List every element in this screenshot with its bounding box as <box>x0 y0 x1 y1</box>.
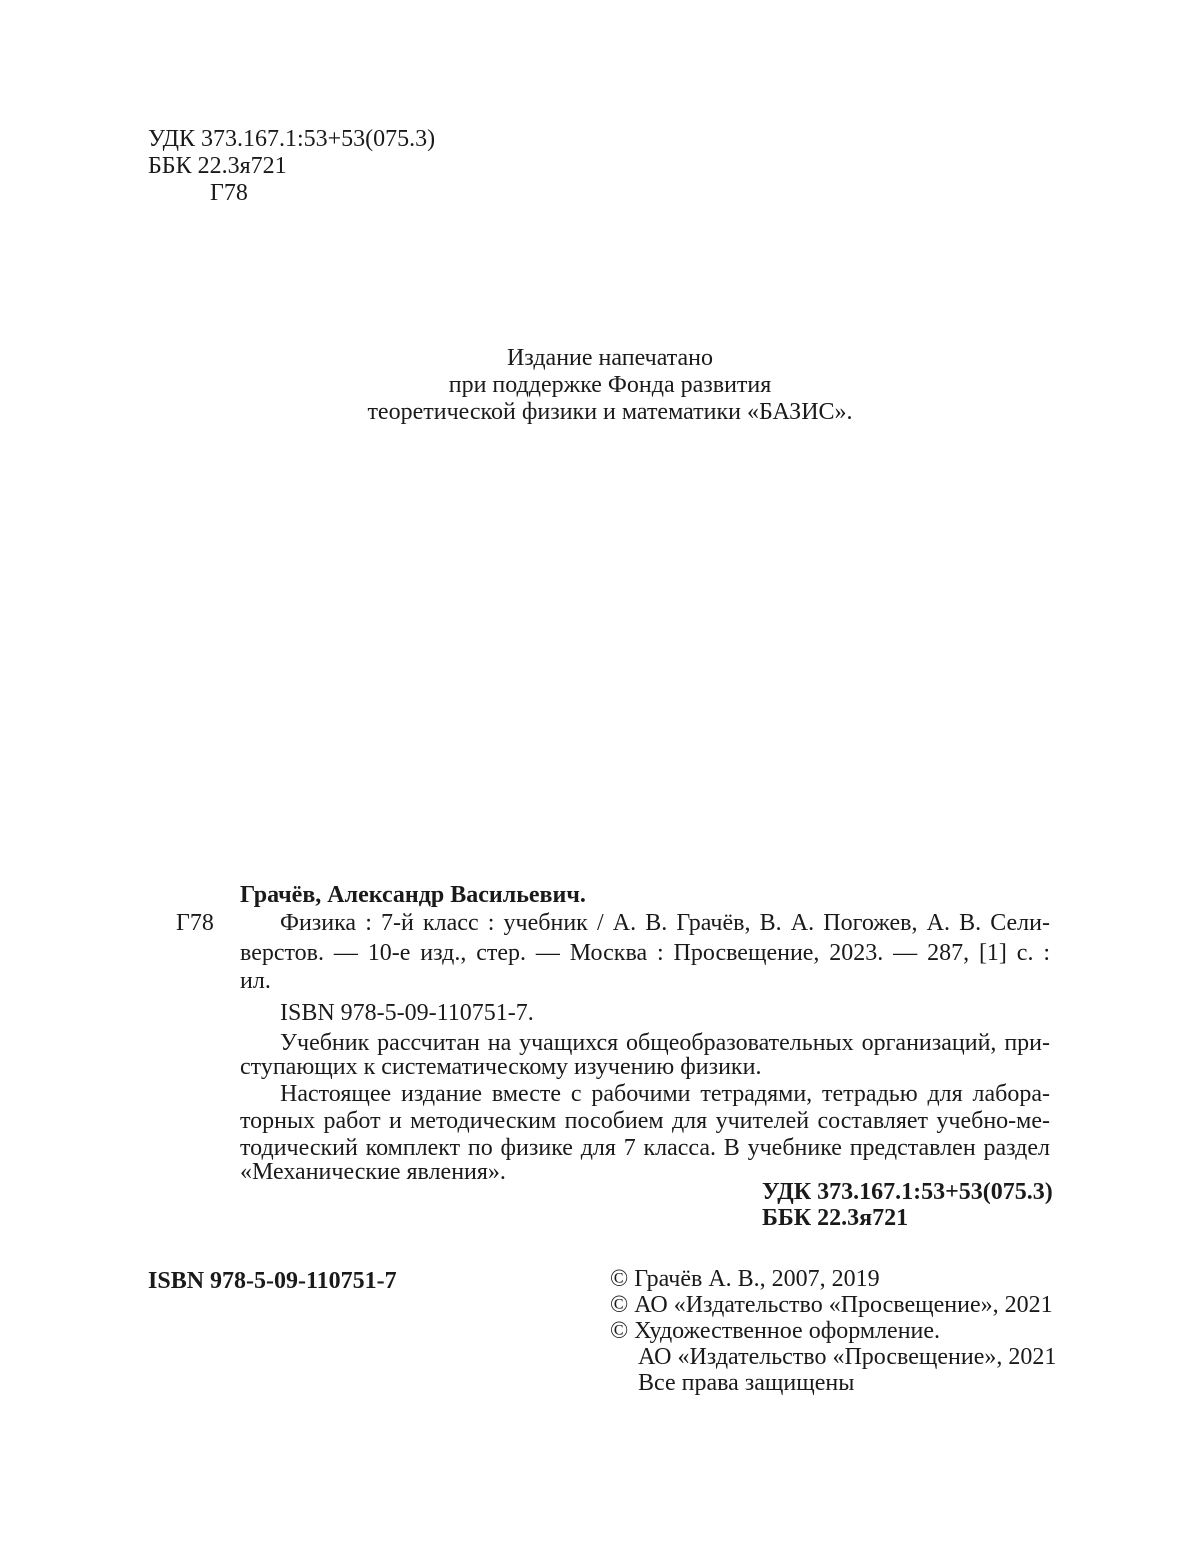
abstract-p2-line2: торных работ и методическим пособием для учителей составляет учебно-ме- <box>240 1108 1050 1134</box>
abstract-p2-line3: тодический комплект по физике для 7 класса. В учебнике представлен раздел <box>240 1135 1050 1161</box>
abstract-p1-line2: ступающих к систематическому изучению физики. <box>240 1054 762 1080</box>
copyright-design-publisher: АО «Издательство «Просвещение», 2021 <box>638 1344 1057 1370</box>
copyright-design: © Художественное оформление. <box>610 1318 941 1344</box>
bbk-code-top: ББК 22.3я721 <box>148 153 287 179</box>
isbn-footer: ISBN 978-5-09-110751-7 <box>148 1268 397 1294</box>
author-mark-top: Г78 <box>210 180 248 206</box>
abstract-p2-line1: Настоящее издание вместе с рабочими тетрадями, тетрадью для лабора- <box>280 1081 1050 1107</box>
udk-code-card: УДК 373.167.1:53+53(075.3) <box>762 1179 1053 1205</box>
author-heading: Грачёв, Александр Васильевич. <box>240 882 586 908</box>
description-line3: ил. <box>240 968 271 994</box>
bbk-code-card: ББК 22.3я721 <box>762 1205 909 1231</box>
copyright-author: © Грачёв А. В., 2007, 2019 <box>610 1266 880 1292</box>
isbn-card: ISBN 978-5-09-110751-7. <box>280 1000 534 1026</box>
copyright-publisher: © АО «Издательство «Просвещение», 2021 <box>610 1292 1053 1318</box>
description-line1: Физика : 7-й класс : учебник / А. В. Грачёв, В. А. Погожев, А. В. Сели- <box>280 910 1050 936</box>
description-line2: верстов. — 10-е изд., стер. — Москва : Просвещение, 2023. — 287, [1] с. : <box>240 940 1050 966</box>
abstract-p2-line4: «Механические явления». <box>240 1159 506 1185</box>
sponsor-note-line1: Издание напечатано <box>506 345 714 371</box>
sponsor-note-line2: при поддержке Фонда развития <box>448 372 772 398</box>
abstract-p1-line1: Учебник рассчитан на учащихся общеобразовательных организаций, при- <box>280 1030 1050 1056</box>
rights-reserved: Все права защищены <box>638 1370 855 1396</box>
author-mark-card: Г78 <box>176 910 214 936</box>
udk-code-top: УДК 373.167.1:53+53(075.3) <box>148 126 436 152</box>
sponsor-note-line3: теоретической физики и математики «БАЗИС». <box>367 399 853 425</box>
